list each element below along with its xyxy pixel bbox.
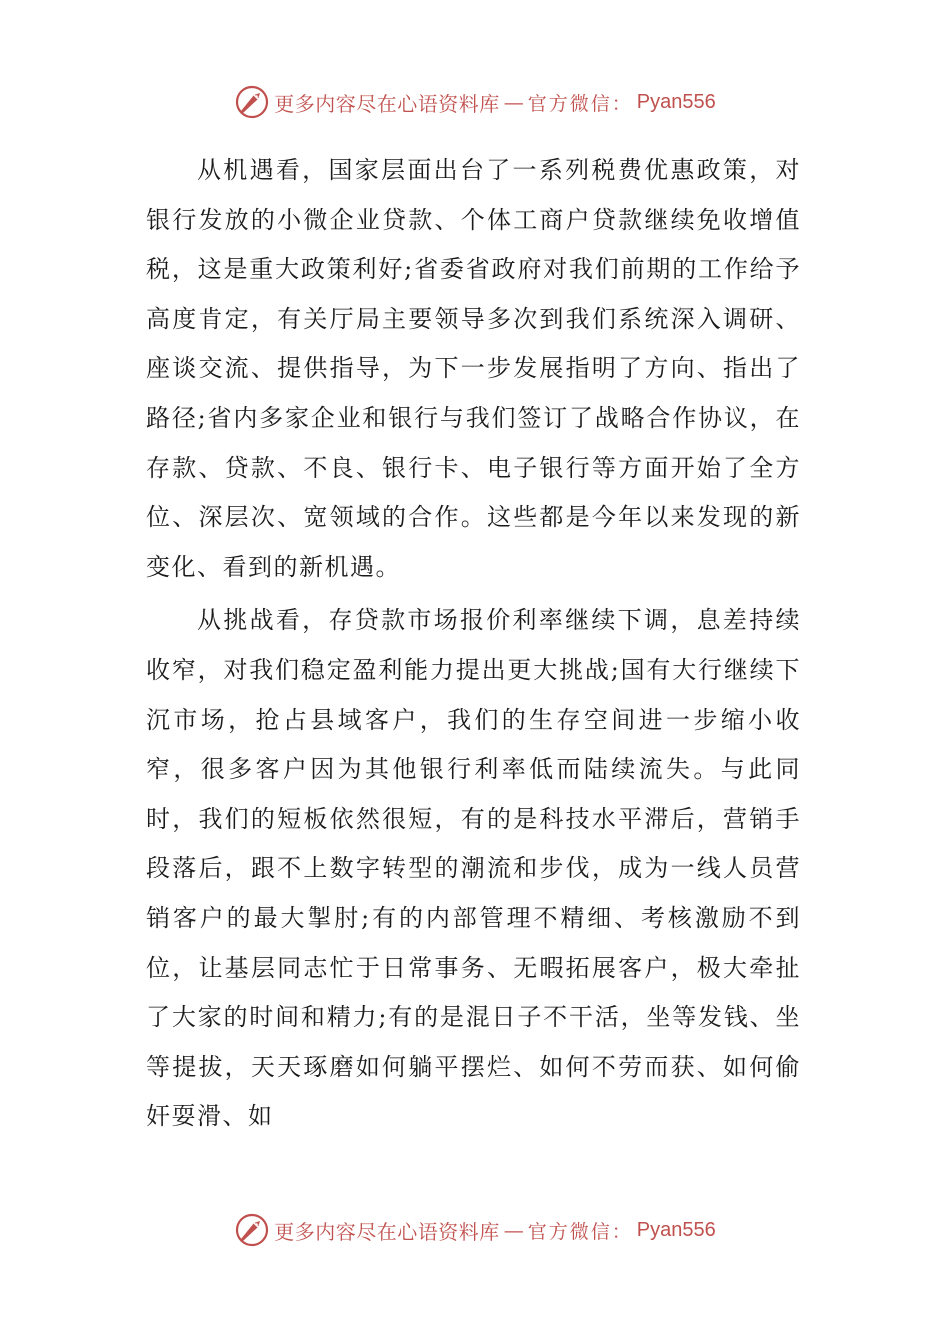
header-banner-subtitle: 官方微信： <box>527 92 633 115</box>
paragraph-opportunities: 从机遇看，国家层面出台了一系列税费优惠政策，对银行发放的小微企业贷款、个体工商户贷款继续免收增值税，这是重大政策利好;省委省政府对我们前期的工作给予高度肯定，有关厅局主要领导多次到我们系统深入调研、座谈交流、提供指导，为下一步发展指明了方向、指出了路径;省内多家企业和银行与我们签订了战略合作协议，在存款、贷款、不良、银行卡、电子银行等方面开始了全方位、深层次、宽领域的合作。这些都是今年以来发现的新变化、看到的新机遇。 <box>146 156 801 581</box>
header-banner-title: 更多内容尽在心语资料库 <box>274 91 500 116</box>
header-banner <box>0 84 950 120</box>
footer-banner-dash: — <box>503 1218 524 1242</box>
footer-banner <box>0 1212 950 1248</box>
footer-banner-wechat-id: Pyan556 <box>636 1218 716 1241</box>
paragraph-challenges: 从挑战看，存贷款市场报价利率继续下调，息差持续收窄，对我们稳定盈利能力提出更大挑战;国有大行继续下沉市场，抢占县域客户，我们的生存空间进一步缩小收窄，很多客户因为其他银行利率低而陆续流失。与此同时，我们的短板依然很短，有的是科技水平滞后，营销手段落后，跟不上数字转型的潮流和步伐，成为一线人员营销客户的最大掣肘;有的内部管理不精细、考核激励不到位，让基层同志忙于日常事务、无暇拓展客户，极大牵扯了大家的时间和精力;有的是混日子不干活，坐等发钱、坐等提拔，天天琢磨如何躺平摆烂、如何不劳而获、如何偷奸耍滑、如 <box>146 606 801 1131</box>
header-banner-wechat-id: Pyan556 <box>636 90 716 113</box>
footer-banner-subtitle: 官方微信： <box>527 1220 633 1243</box>
document-body <box>146 146 801 1142</box>
footer-banner-title: 更多内容尽在心语资料库 <box>274 1219 500 1244</box>
pen-nib-logo-icon <box>234 84 270 120</box>
pen-nib-logo-icon <box>234 1212 270 1248</box>
header-banner-dash: — <box>503 90 524 114</box>
